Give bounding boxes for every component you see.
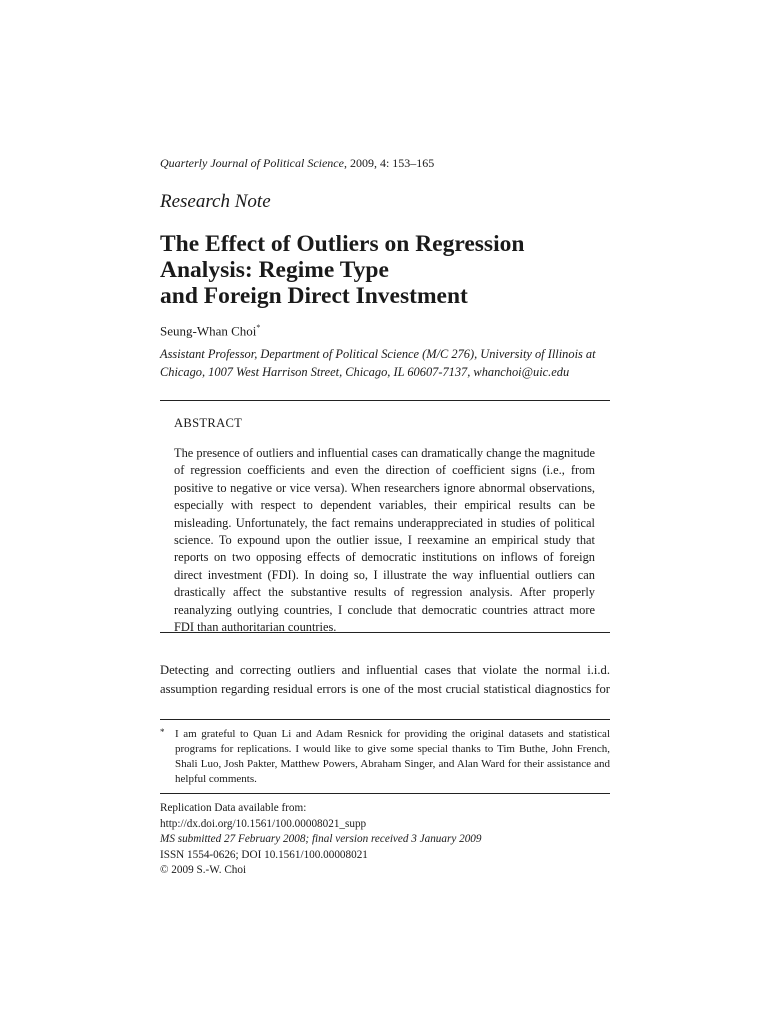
author-affiliation	[160, 345, 620, 381]
title-line: and Foreign Direct Investment	[160, 283, 468, 309]
affiliation-line: Assistant Professor, Department of Political Science (M/C 276), University of Illinois at	[160, 347, 596, 361]
paper-title	[160, 231, 630, 309]
issn-doi: ISSN 1554-0626; DOI 10.1561/100.00008021	[160, 848, 368, 861]
affiliation-line: Chicago, 1007 West Harrison Street, Chicago, IL 60607-7137, whanchoi@uic.edu	[160, 365, 570, 379]
footnote-marker: *	[160, 727, 165, 737]
journal-citation: , 2009, 4: 153–165	[343, 156, 435, 170]
author-name: Seung-Whan Choi	[160, 323, 257, 339]
submission-history: MS submitted 27 February 2008; final version received 3 January 2009	[160, 833, 482, 846]
author	[160, 323, 260, 339]
abstract-top-rule	[160, 400, 610, 401]
journal-name: Quarterly Journal of Political Science	[160, 156, 344, 170]
abstract-bottom-rule	[160, 632, 610, 633]
journal-header	[160, 156, 434, 171]
replication-label: Replication Data available from:	[160, 802, 307, 814]
body-paragraph: Detecting and correcting outliers and influential cases that violate the normal i.i.d. assumption regarding residual errors is one of the most crucial statistical diagnostics for	[160, 663, 610, 696]
footnote-rule	[160, 719, 610, 720]
title-line: The Effect of Outliers on Regression	[160, 231, 525, 257]
publication-info-rule	[160, 793, 610, 794]
abstract-text: The presence of outliers and influential cases can dramatically change the magnitude of regression coefficients and even the direction of coefficient signs (i.e., from positive to negative or vice versa). When researchers ignore abnormal observations, especially with respect to dependent variables, their empirical results can be misleading. Unfortunately, the fact remains underappreciated in studies of political science. To expound upon the outlier issue, I reexamine an empirical study that reports on two opposing effects of democratic institutions on inflows of foreign direct investment (FDI). In doing so, I illustrate the way influential outliers can drastically affect the substantive results of regression analysis. After properly reanalyzing outlying countries, I conclude that democratic countries attract more FDI than authoritarian countries.	[174, 446, 595, 635]
publication-info	[160, 801, 481, 879]
copyright: © 2009 S.-W. Choi	[160, 864, 247, 877]
section-label: Research Note	[160, 191, 271, 212]
author-footnote-marker: *	[256, 323, 261, 332]
title-line: Analysis: Regime Type	[160, 257, 389, 283]
abstract-heading: ABSTRACT	[174, 416, 243, 430]
footnote-text: I am grateful to Quan Li and Adam Resnick for providing the original datasets and statistical programs for replications. I would like to give some special thanks to Tim Buthe, John French, Shali Luo, Josh Pakter, Matthew Powers, Abraham Singer, and Alan Ward for their assistance and helpful comments.	[175, 728, 610, 785]
replication-url[interactable]: http://dx.doi.org/10.1561/100.00008021_supp	[160, 817, 367, 830]
